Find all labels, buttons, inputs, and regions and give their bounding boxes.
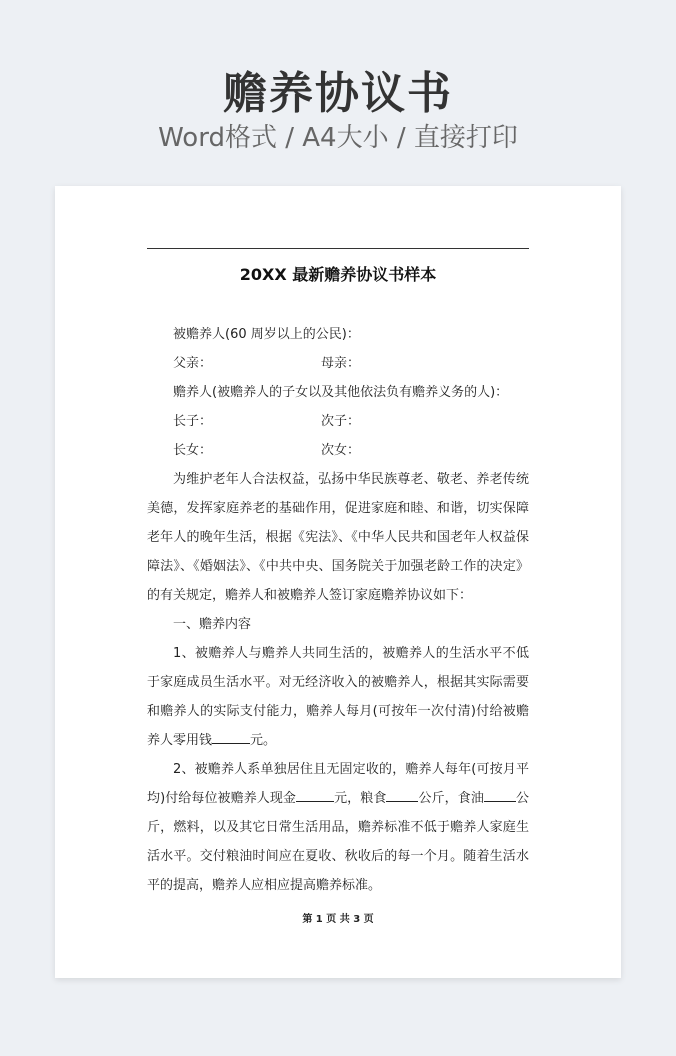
banner-subtitle: Word格式 / A4大小 / 直接打印 [158, 123, 518, 153]
sons-row [147, 407, 529, 436]
document-title: 20XX 最新赡养协议书样本 [239, 265, 437, 284]
document-body [147, 320, 529, 900]
document-page [55, 186, 621, 978]
clause-1 [147, 639, 529, 755]
second-daughter-label: 次女： [321, 443, 361, 458]
clause-1-unit: 元。 [250, 733, 277, 748]
eldest-son-label: 长子： [173, 414, 213, 429]
oil-blank [484, 789, 516, 802]
supported-party-label: 被赡养人(60 周岁以上的公民)： [173, 327, 360, 342]
grain-blank [386, 789, 418, 802]
clause-2 [147, 755, 529, 900]
clause-2-oil-unit: 公斤，燃料，以及其它日常生活用品，赡养标准不低于赡养人家庭生活水平。交付粮油时间应在夏收、秋收后的每一个月。随着生活水平的提高，赡养人应相应提高赡养标准。 [147, 791, 529, 893]
clause-2-text: 2、被赡养人系单独居住且无固定收的，赡养人每年(可按月平均)付给每位被赡养人现金 [147, 762, 529, 806]
banner-title: 赡养协议书 [223, 68, 453, 119]
mother-label: 母亲： [321, 356, 361, 371]
section-one-heading: 一、赡养内容 [173, 617, 252, 632]
daughters-row [147, 436, 529, 465]
second-son-label: 次子： [321, 414, 361, 429]
pocket-money-blank [212, 731, 250, 744]
father-label: 父亲： [173, 356, 213, 371]
intro-paragraph: 为维护老年人合法权益，弘扬中华民族尊老、敬老、养老传统美德，发挥家庭养老的基础作用，促进家庭和睦、和谐，切实保障老年人的晚年生活，根据《宪法》、《中华人民共和国老年人权益保障法》、《婚姻法》、《中共中央、国务院关于加强老龄工作的决定》的有关规定，赡养人和被赡养人签订家庭赡养协议如下： [147, 472, 529, 603]
supporter-party-label: 赡养人(被赡养人的子女以及其他依法负有赡养义务的人)： [173, 385, 509, 400]
header-rule [147, 248, 529, 249]
parents-row [147, 349, 529, 378]
clause-2-grain-unit: 公斤，食油 [418, 791, 484, 806]
cash-blank [296, 789, 334, 802]
eldest-daughter-label: 长女： [173, 443, 213, 458]
clause-2-cash-unit: 元，粮食 [334, 791, 387, 806]
page-number: 第 1 页 共 3 页 [302, 914, 374, 925]
clause-1-text: 1、被赡养人与赡养人共同生活的，被赡养人的生活水平不低于家庭成员生活水平。对无经济收入的被赡养人，根据其实际需要和赡养人的实际支付能力，赡养人每月(可按年一次付清)付给被赡养人零用钱 [147, 646, 529, 748]
